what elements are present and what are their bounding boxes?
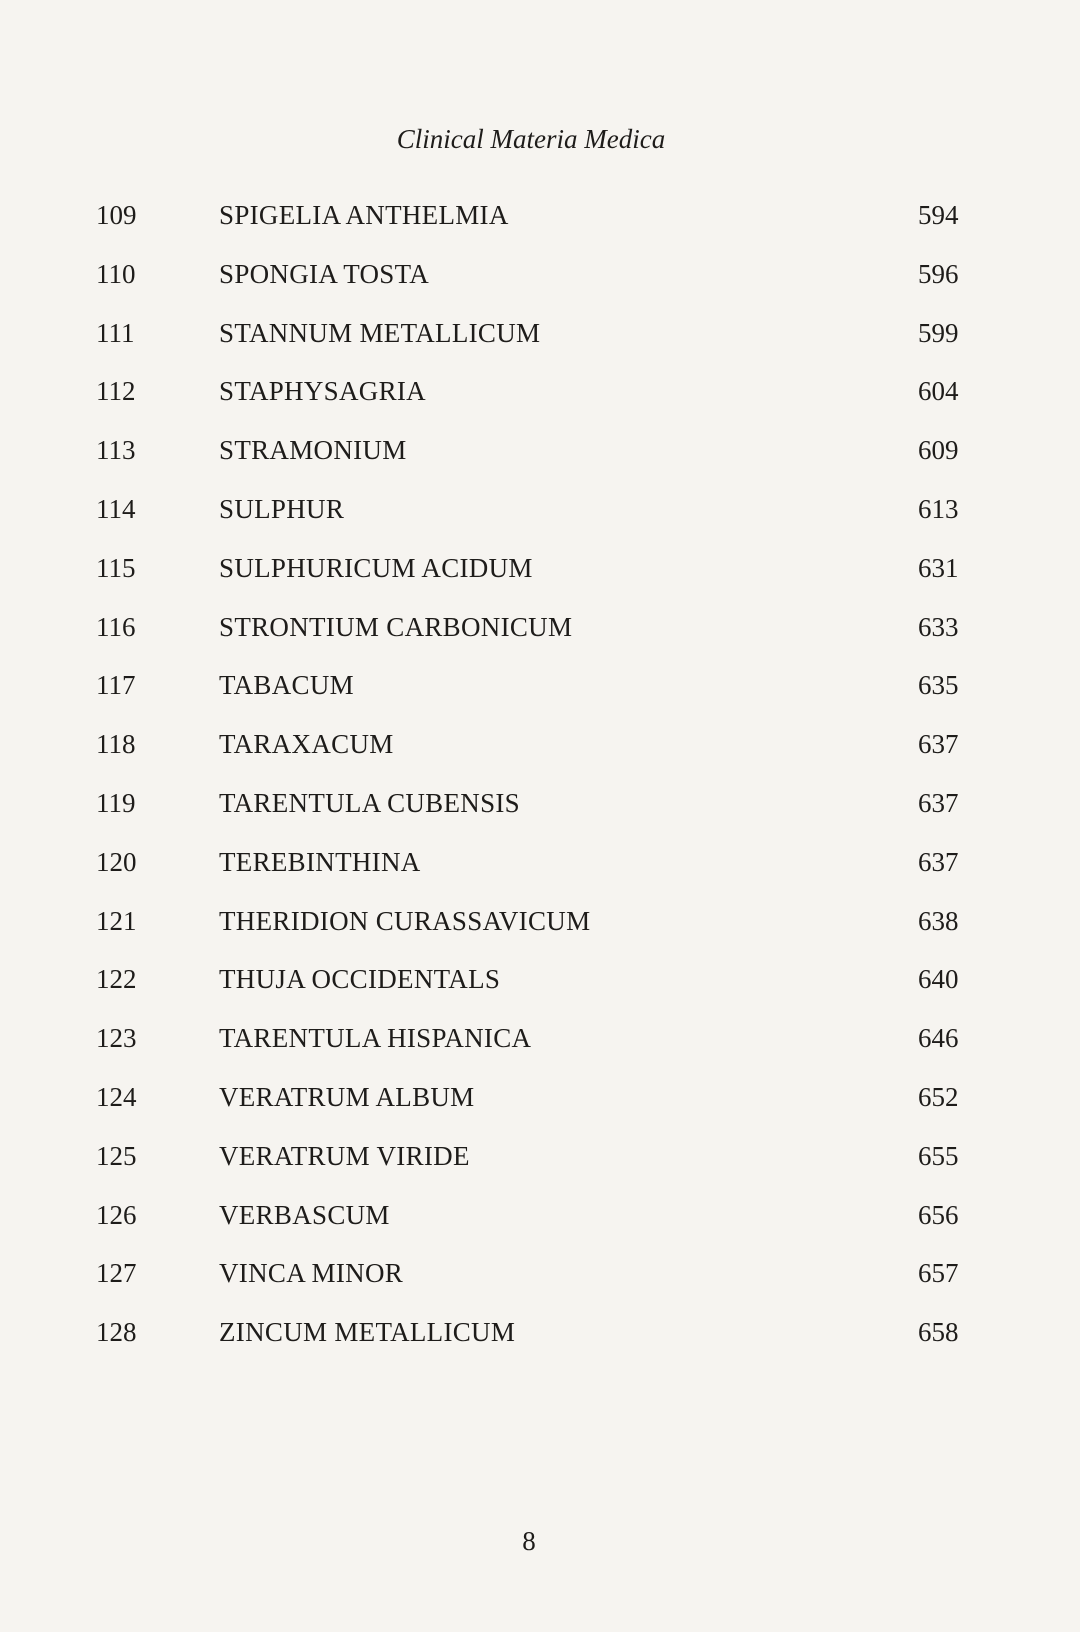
contents-entry (0, 1082, 1080, 1122)
remedy-name: TARAXACUM (219, 729, 394, 760)
contents-entry (0, 1258, 1080, 1298)
page-reference: 657 (918, 1258, 959, 1289)
page-reference: 655 (918, 1140, 959, 1171)
entry-number: 124 (96, 1082, 137, 1112)
page-reference: 596 (918, 258, 959, 289)
page-reference: 638 (918, 905, 959, 936)
entry-number: 121 (96, 905, 137, 936)
entry-number: 116 (96, 611, 136, 642)
contents-entry (0, 1200, 1080, 1240)
page-reference: 635 (918, 670, 959, 701)
page-reference: 656 (918, 1199, 959, 1230)
entry-number: 114 (96, 494, 136, 524)
page-reference: 658 (918, 1317, 959, 1348)
page-reference: 637 (918, 788, 959, 818)
remedy-name: THUJA OCCIDENTALS (219, 964, 501, 995)
contents-entry (0, 553, 1080, 593)
entry-number: 119 (96, 788, 136, 818)
contents-entry (0, 259, 1080, 299)
contents-entry (0, 964, 1080, 1004)
remedy-name: VINCA MINOR (219, 1258, 404, 1289)
remedy-name: TARENTULA HISPANICA (219, 1023, 532, 1054)
remedy-name: VERATRUM VIRIDE (219, 1140, 470, 1171)
entry-number: 113 (96, 435, 136, 466)
contents-entry (0, 200, 1080, 240)
remedy-name: SULPHUR (219, 494, 345, 524)
page-reference: 637 (918, 729, 959, 760)
entry-number: 118 (96, 729, 136, 760)
remedy-name: THERIDION CURASSAVICUM (219, 905, 591, 936)
remedy-name: SPONGIA TOSTA (219, 258, 430, 289)
page-reference: 604 (918, 376, 959, 407)
page-number: 8 (522, 1526, 536, 1556)
remedy-name: SPIGELIA ANTHELMIA (219, 200, 509, 230)
contents-entry (0, 376, 1080, 416)
page-reference: 609 (918, 435, 959, 466)
remedy-name: STANNUM METALLICUM (219, 317, 541, 348)
entry-number: 109 (96, 200, 137, 230)
contents-entry (0, 612, 1080, 652)
entry-number: 111 (96, 317, 135, 348)
entry-number: 115 (96, 552, 136, 583)
entry-number: 126 (96, 1199, 137, 1230)
page-reference: 652 (918, 1082, 959, 1112)
entry-number: 122 (96, 964, 137, 995)
remedy-name: STRAMONIUM (219, 435, 407, 466)
contents-entry (0, 494, 1080, 534)
page-reference: 613 (918, 494, 959, 524)
page-reference: 637 (918, 846, 959, 877)
entry-number: 127 (96, 1258, 137, 1289)
remedy-name: ZINCUM METALLICUM (219, 1317, 516, 1348)
page-reference: 594 (918, 200, 959, 230)
entry-number: 128 (96, 1317, 137, 1348)
remedy-name: TEREBINTHINA (219, 846, 421, 877)
remedy-name: SULPHURICUM ACIDUM (219, 552, 533, 583)
contents-entry (0, 847, 1080, 887)
page-reference: 599 (918, 317, 959, 348)
contents-entry (0, 435, 1080, 475)
page-reference: 633 (918, 611, 959, 642)
remedy-name: TARENTULA CUBENSIS (219, 788, 521, 818)
contents-entry (0, 1141, 1080, 1181)
contents-entry (0, 1317, 1080, 1357)
entry-number: 123 (96, 1023, 137, 1054)
entry-number: 120 (96, 846, 137, 877)
page-reference: 646 (918, 1023, 959, 1054)
contents-entry (0, 788, 1080, 828)
entry-number: 110 (96, 258, 136, 289)
remedy-name: STAPHYSAGRIA (219, 376, 426, 407)
entry-number: 117 (96, 670, 136, 701)
entry-number: 125 (96, 1140, 137, 1171)
contents-entry (0, 906, 1080, 946)
page-reference: 640 (918, 964, 959, 995)
remedy-name: VERATRUM ALBUM (219, 1082, 475, 1112)
contents-entry (0, 1023, 1080, 1063)
contents-entry (0, 729, 1080, 769)
running-header: Clinical Materia Medica (396, 124, 666, 154)
contents-entry (0, 318, 1080, 358)
remedy-name: VERBASCUM (219, 1199, 390, 1230)
contents-entry (0, 670, 1080, 710)
remedy-name: TABACUM (219, 670, 354, 701)
page-reference: 631 (918, 552, 959, 583)
entry-number: 112 (96, 376, 136, 407)
remedy-name: STRONTIUM CARBONICUM (219, 611, 573, 642)
